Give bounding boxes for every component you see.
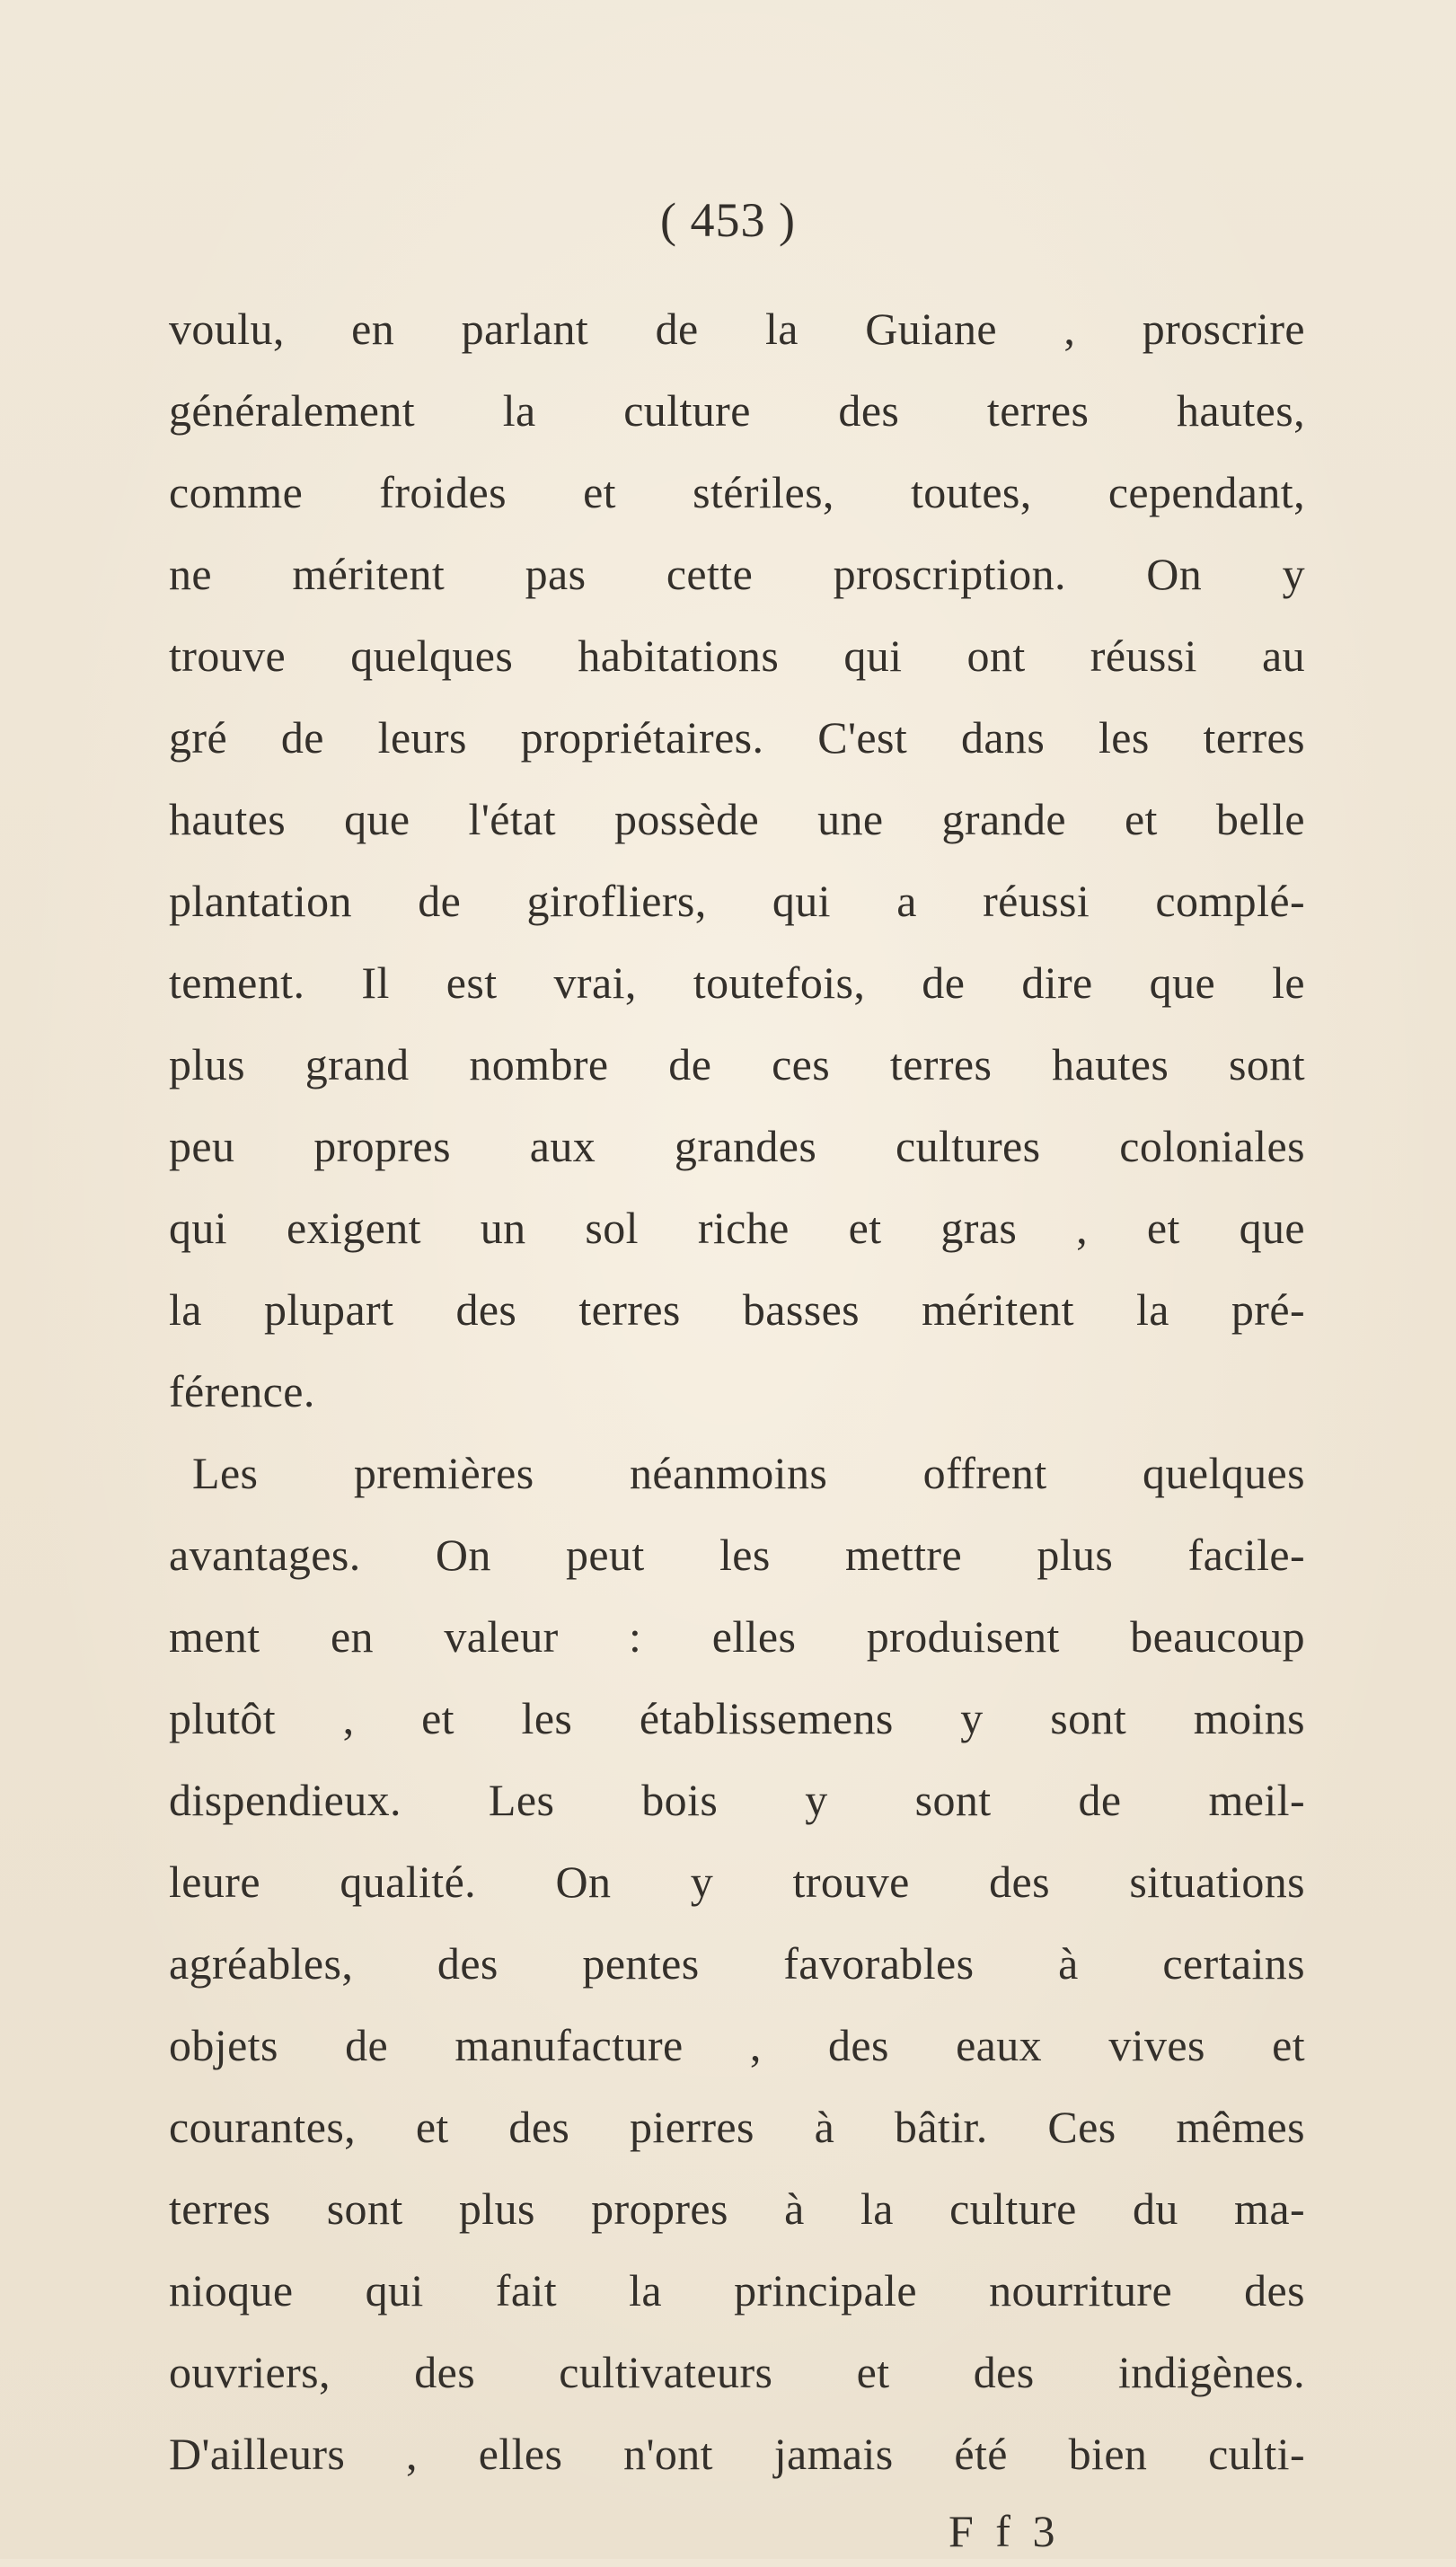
text-line: voulu, en parlant de la Guiane , proscrire — [169, 304, 1305, 354]
text-line: nioque qui fait la principale nourriture des — [169, 2265, 1305, 2316]
text-line: trouve quelques habitations qui ont réussi au — [169, 631, 1305, 681]
text-line: ne méritent pas cette proscription. On y — [169, 549, 1305, 599]
text-line: plantation de girofliers, qui a réussi complé- — [169, 876, 1305, 926]
text-line: ouvriers, des cultivateurs et des indigènes. — [169, 2347, 1305, 2397]
text-line: terres sont plus propres à la culture du ma- — [169, 2183, 1305, 2234]
text-line: D'ailleurs , elles n'ont jamais été bien culti- — [169, 2429, 1305, 2479]
text-line: plutôt , et les établissemens y sont moins — [169, 1693, 1305, 1743]
text-line: plus grand nombre de ces terres hautes sont — [169, 1039, 1305, 1089]
text-line: comme froides et stériles, toutes, cependant, — [169, 467, 1305, 517]
text-line: généralement la culture des terres hautes, — [169, 385, 1305, 436]
text-line: leure qualité. On y trouve des situations — [169, 1857, 1305, 1907]
text-line: courantes, et des pierres à bâtir. Ces mêmes — [169, 2102, 1305, 2152]
page-text — [169, 193, 1305, 2567]
printer-signature-mark: F f 3 — [949, 2506, 1061, 2556]
page-number: ( 453 ) — [660, 193, 796, 247]
text-line: gré de leurs propriétaires. C'est dans les terres — [169, 712, 1305, 763]
text-line: hautes que l'état possède une grande et belle — [169, 794, 1305, 844]
text-line: peu propres aux grandes cultures coloniales — [169, 1121, 1305, 1171]
text-line: dispendieux. Les bois y sont de meil- — [169, 1775, 1305, 1825]
paragraph-end-line: férence. — [169, 1366, 315, 1416]
text-line: ment en valeur : elles produisent beaucoup — [169, 1611, 1305, 1662]
text-line: agréables, des pentes favorables à certains — [169, 1938, 1305, 1989]
text-line: avantages. On peut les mettre plus facile- — [169, 1530, 1305, 1580]
text-line: objets de manufacture , des eaux vives et — [169, 2020, 1305, 2070]
paragraph-start-line: Les premières néanmoins offrent quelques — [192, 1448, 1305, 1498]
text-line: la plupart des terres basses méritent la pré- — [169, 1284, 1305, 1335]
text-line: qui exigent un sol riche et gras , et que — [169, 1203, 1305, 1253]
text-line: tement. Il est vrai, toutefois, de dire que le — [169, 957, 1305, 1008]
